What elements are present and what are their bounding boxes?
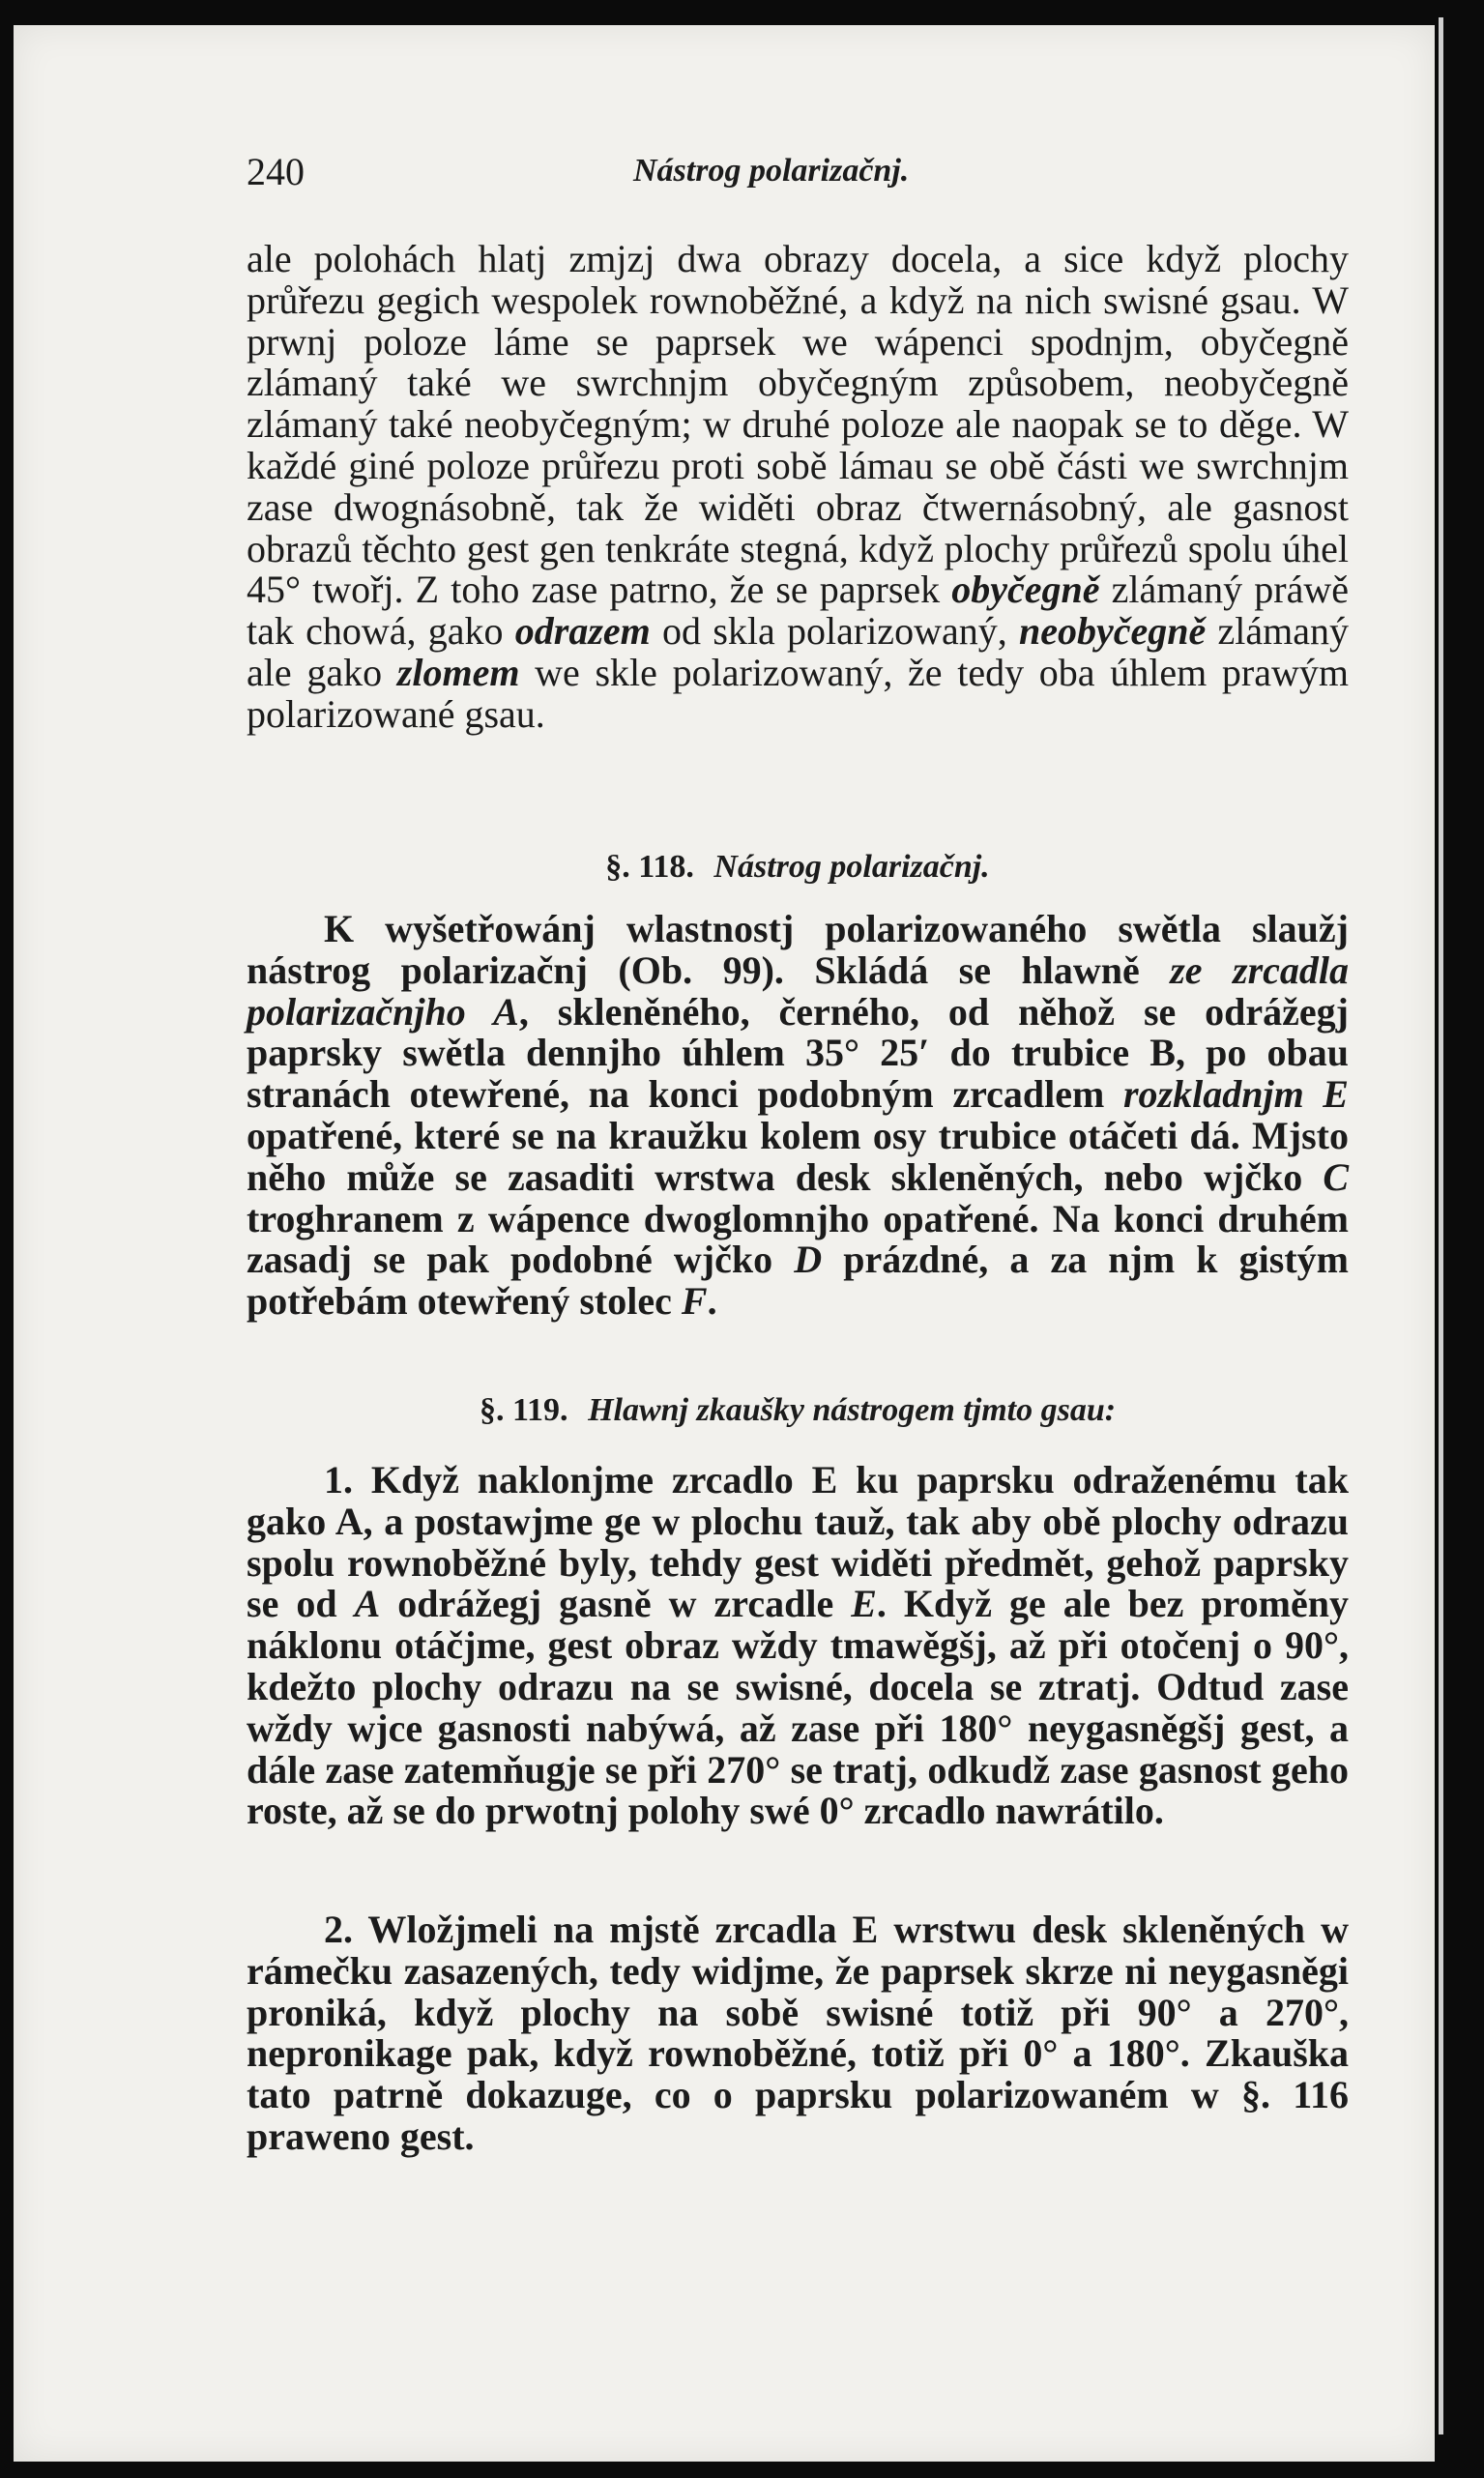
paragraph-2 (247, 909, 1349, 1323)
next-page-edge (1439, 17, 1443, 2434)
p1-text-i: we skle polarizowaný, že tedy oba úhlem prawým polarizowané gsau. (247, 650, 1350, 736)
p4-text-a: 2. Wložjmeli na mjstě zrcadla E wrstwu desk skleněných w rámečku zasazených, tedy widjme, že paprsek skrze ni neygasněgi proniká, když plochy na sobě swisné totiž při 90° a 270°, nepronikage pak, když rownoběžné, totiž při 0° a 180°. Zkauška tato patrně dokazuge, co o paprsku polarizowaném w §. 116 praweno gest. (247, 1908, 1349, 2158)
page-header (247, 149, 1349, 197)
p2-emph-analyzer: rozkladnjm E (1122, 1072, 1349, 1117)
p3-emph-e: E (851, 1582, 877, 1626)
p2-emph-c: C (1323, 1154, 1349, 1199)
p1-emph-refraction: zlomem (396, 650, 520, 694)
p1-text-c: zlámaný práwě tak chowá, gako (247, 568, 1350, 654)
paragraph-4 (247, 1910, 1349, 2158)
p3-text-e: . Když ge ale bez proměny náklonu otáčjme, gest obraz wždy tmawěgšj, až při otočenj o 90°, kdežto plochy odrazu na se swisné, docela se ztratj. Odtud zase wždy wjce gasnosti nabýwá, až zase při 180° neygasněgšj gest, a dále zase zatemňugje se při 270° se tratj, odkudž zase gasnost geho roste, až se do prwotnj polohy swé 0° zrcadlo nawrátilo. (247, 1582, 1349, 1833)
running-title: Nástrog polarizačnj. (633, 153, 910, 189)
p1-text-g: zlámaný ale gako (247, 609, 1349, 694)
p2-text-c: , skleněného, černého, od něhož se odrážegj paprsky swětla dennjho úhlem 35° 25′ do trubice B, po obau stranách otewřené, na konci podobným zrcadlem (247, 989, 1349, 1117)
section-119-heading (247, 1392, 1349, 1429)
p2-emph-d: D (794, 1238, 823, 1282)
p2-emph-mirror: ze zrcadla polarizačnjho A (247, 947, 1349, 1034)
p2-text-i: prázdné, a za njm k gistým potřebám otewřený stolec (247, 1238, 1349, 1324)
paragraph-3 (247, 1460, 1349, 1832)
page-number: 240 (247, 150, 305, 193)
section-118-title: Nástrog polarizačnj. (713, 849, 990, 885)
p2-text-e: opatřené, které se na kraužku kolem osy trubice otáčeti dá. Mjsto něho může se zasaditi wrstwa desk skleněných, nebo wjčko (247, 1113, 1349, 1199)
p2-text-a: K wyšetřowánj wlastnostj polarizowaného swětla slaužj nástrog polarizačnj (Ob. 99). Skládá se hlawně (247, 907, 1349, 992)
section-118-heading (247, 849, 1349, 886)
p3-text-a: 1. Když naklonjme zrcadlo E ku paprsku odraženému tak gako A, a postawjme ge w plochu tauž, tak aby obě plochy odrazu spolu rownoběžné byly, tehdy gest widěti předmět, gehož paprsky se od (247, 1458, 1349, 1626)
paragraph-1 (247, 239, 1349, 736)
section-119-title: Hlawnj zkaušky nástrogem tjmto gsau: (588, 1392, 1117, 1428)
section-118-number: §. 118. (605, 849, 694, 885)
p2-emph-f: F (681, 1279, 708, 1324)
p1-emph-reflection: odrazem (514, 609, 651, 654)
p1-emph-extraordinary: neobyčegně (1018, 609, 1207, 654)
p1-text-e: od skla polarizowaný, (650, 609, 1019, 654)
section-119-number: §. 119. (479, 1392, 568, 1428)
p2-text-g: troghranem z wápence dwoglomnjho opatřené. Na konci druhém zasadj se pak podobné wjčko (247, 1196, 1349, 1282)
p1-emph-ordinary: obyčegně (951, 568, 1100, 612)
p3-text-c: odrážegj gasně w zrcadle (380, 1582, 852, 1626)
p2-text-k: . (707, 1279, 717, 1324)
p1-text-a: ale polohách hlatj zmjzj dwa obrazy docela, a sice když plochy průřezu gegich wespolek rownoběžné, a když na nich swisné gsau. W prwnj poloze láme se paprsek we wápenci spodnjm, obyčegně zlámaný také we swrchnjm obyčegným způsobem, neobyčegně zlámaný také neobyčegným; w druhé poloze ale naopak se to děge. W každé giné poloze průřezu proti sobě lámau se obě části we swrchnjm zase dwognásobně, tak že widěti obraz čtwernásobný, ale gasnost obrazů těchto gest gen tenkráte stegná, když plochy průřezů spolu úhel 45° twořj. Z toho zase patrno, že se paprsek (247, 237, 1349, 612)
p3-emph-a: A (354, 1582, 381, 1626)
